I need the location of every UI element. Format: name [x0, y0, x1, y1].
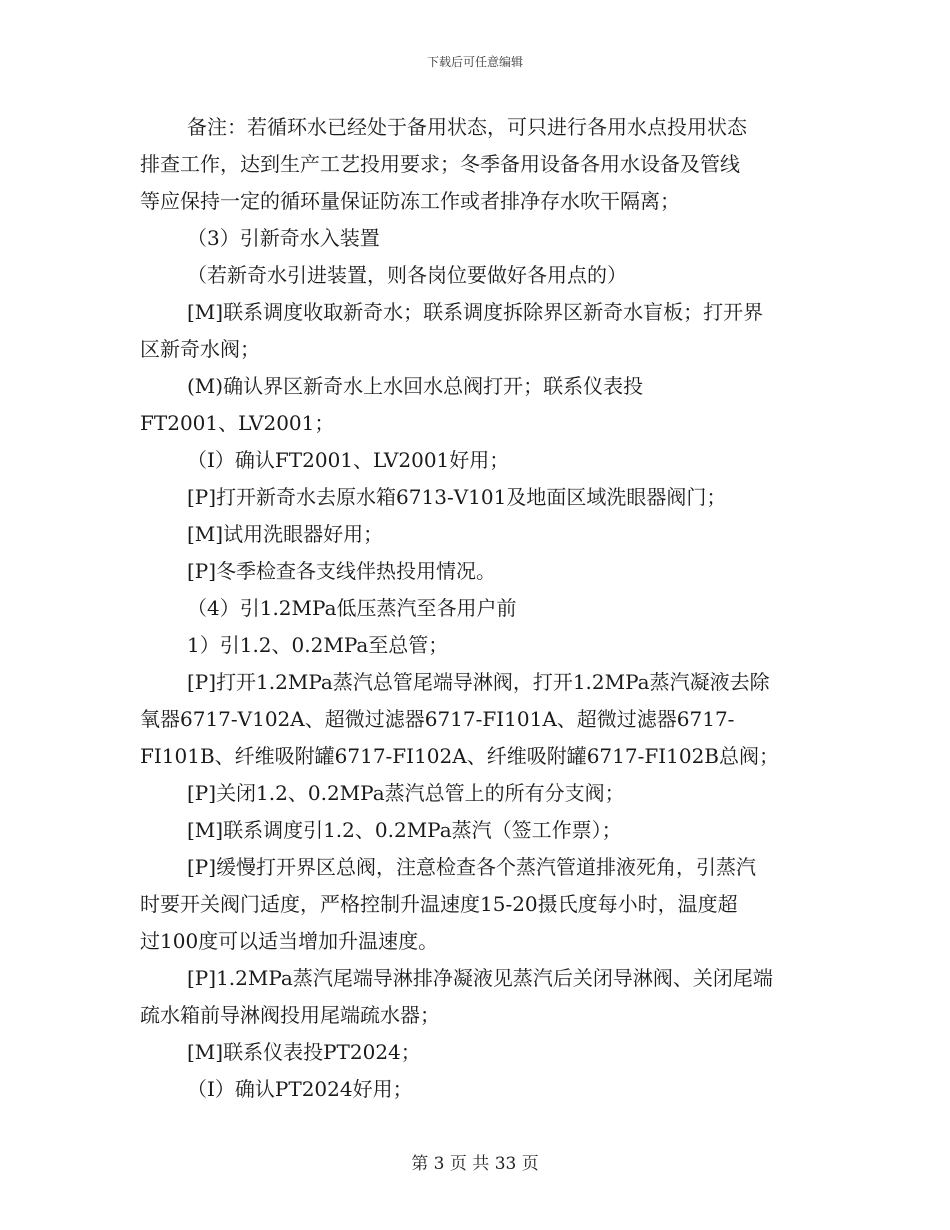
text-line: 疏水箱前导淋阀投用尾端疏水器； — [140, 1003, 440, 1027]
text-line: (M)确认界区新奇水上水回水总阀打开；联系仪表投 — [187, 374, 644, 398]
text-line: [P]打开新奇水去原水箱6713-V101及地面区域洗眼器阀门； — [187, 485, 727, 509]
page-header: 下载后可任意编辑 — [426, 55, 523, 69]
text-line: 备注：若循环水已经处于备用状态，可只进行各用水点投用状态 — [187, 115, 747, 139]
text-line: 氧器6717-V102A、超微过滤器6717-FI101A、超微过滤器6717- — [140, 707, 735, 731]
text-line: [P]缓慢打开界区总阀，注意检查各个蒸汽管道排液死角，引蒸汽 — [187, 855, 757, 879]
text-line: 时要开关阀门适度，严格控制升温速度15-20摄氏度每小时，温度超 — [140, 892, 738, 916]
text-line: 区新奇水阀； — [140, 337, 260, 361]
text-line: [P]打开1.2MPa蒸汽总管尾端导淋阀，打开1.2MPa蒸汽凝液去除 — [187, 670, 770, 694]
text-line: FT2001、LV2001； — [140, 411, 335, 435]
text-line: 1）引1.2、0.2MPa至总管； — [187, 633, 449, 657]
document-body — [140, 109, 820, 1108]
text-line: [P]冬季检查各支线伴热投用情况。 — [187, 559, 497, 583]
page-number: 第 3 页 共 33 页 — [411, 1154, 539, 1174]
text-line: [M]联系仪表投PT2024； — [187, 1040, 421, 1064]
text-line: 等应保持一定的循环量保证防冻工作或者排净存水吹干隔离； — [140, 189, 680, 213]
text-line: 过100度可以适当增加升温速度。 — [140, 929, 439, 953]
text-line: 排查工作，达到生产工艺投用要求；冬季备用设备各用水设备及管线 — [140, 152, 740, 176]
text-line: （I）确认PT2024好用； — [187, 1077, 413, 1101]
text-line: [M]联系调度引1.2、0.2MPa蒸汽（签工作票）； — [187, 818, 622, 842]
text-line: [M]试用洗眼器好用； — [187, 522, 384, 546]
text-line: （4）引1.2MPa低压蒸汽至各用户前 — [187, 596, 517, 620]
text-line: （若新奇水引进装置，则各岗位要做好各用点的） — [187, 263, 627, 287]
text-line: （I）确认FT2001、LV2001好用； — [187, 448, 510, 472]
text-line: [P]关闭1.2、0.2MPa蒸汽总管上的所有分支阀； — [187, 781, 625, 805]
text-line: FI101B、纤维吸附罐6717-FI102A、纤维吸附罐6717-FI102B总阀； — [140, 744, 780, 768]
text-line: （3）引新奇水入装置 — [187, 226, 380, 250]
text-line: [P]1.2MPa蒸汽尾端导淋排净凝液见蒸汽后关闭导淋阀、关闭尾端 — [187, 966, 773, 990]
text-line: [M]联系调度收取新奇水；联系调度拆除界区新奇水盲板；打开界 — [187, 300, 764, 324]
